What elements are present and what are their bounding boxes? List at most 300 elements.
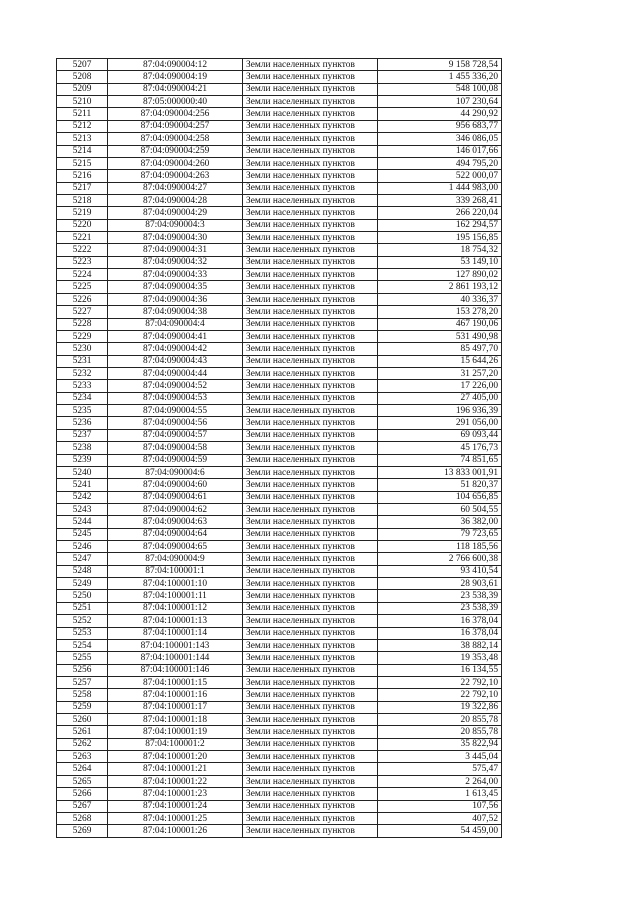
- land-category-cell: Земли населенных пунктов: [243, 232, 378, 244]
- cadastral-value-cell: 162 294,57: [378, 219, 502, 231]
- cadastral-value-cell: 127 890,02: [378, 269, 502, 281]
- cadastral-number-cell: 87:04:090004:259: [108, 145, 243, 157]
- table-row: [57, 133, 502, 145]
- cadastral-number-cell: 87:04:090004:59: [108, 454, 243, 466]
- cadastral-number-cell: 87:04:090004:29: [108, 207, 243, 219]
- cadastral-value-cell: 23 538,39: [378, 602, 502, 614]
- land-category-cell: Земли населенных пунктов: [243, 343, 378, 355]
- cadastral-value-cell: 19 353,48: [378, 652, 502, 664]
- land-category-cell: Земли населенных пунктов: [243, 182, 378, 194]
- table-row: [57, 664, 502, 676]
- land-category-cell: Земли населенных пунктов: [243, 738, 378, 750]
- row-number-cell: 5225: [57, 281, 108, 293]
- table-row: [57, 528, 502, 540]
- land-category-cell: Земли населенных пунктов: [243, 59, 378, 71]
- cadastral-value-cell: 107,56: [378, 800, 502, 812]
- cadastral-number-cell: 87:04:090004:263: [108, 170, 243, 182]
- row-number-cell: 5210: [57, 96, 108, 108]
- cadastral-number-cell: 87:04:090004:6: [108, 466, 243, 478]
- cadastral-number-cell: 87:04:090004:61: [108, 491, 243, 503]
- land-category-cell: Земли населенных пунктов: [243, 812, 378, 824]
- table-row: [57, 701, 502, 713]
- row-number-cell: 5258: [57, 689, 108, 701]
- land-category-cell: Земли населенных пунктов: [243, 133, 378, 145]
- row-number-cell: 5235: [57, 405, 108, 417]
- row-number-cell: 5214: [57, 145, 108, 157]
- cadastral-value-cell: 494 795,20: [378, 157, 502, 169]
- table-row: [57, 59, 502, 71]
- land-category-cell: Земли населенных пунктов: [243, 207, 378, 219]
- land-category-cell: Земли населенных пунктов: [243, 330, 378, 342]
- cadastral-number-cell: 87:04:100001:19: [108, 726, 243, 738]
- cadastral-value-cell: 196 936,39: [378, 405, 502, 417]
- cadastral-value-cell: 531 490,98: [378, 330, 502, 342]
- land-category-cell: Земли населенных пунктов: [243, 689, 378, 701]
- row-number-cell: 5256: [57, 664, 108, 676]
- cadastral-value-cell: 54 459,00: [378, 825, 502, 837]
- row-number-cell: 5223: [57, 256, 108, 268]
- row-number-cell: 5257: [57, 676, 108, 688]
- cadastral-value-cell: 20 855,78: [378, 726, 502, 738]
- land-category-cell: Земли населенных пунктов: [243, 194, 378, 206]
- table-row: [57, 108, 502, 120]
- cadastral-value-cell: 35 822,94: [378, 738, 502, 750]
- table-row: [57, 232, 502, 244]
- land-category-cell: Земли населенных пунктов: [243, 466, 378, 478]
- table-row: [57, 219, 502, 231]
- row-number-cell: 5208: [57, 71, 108, 83]
- cadastral-number-cell: 87:04:100001:143: [108, 639, 243, 651]
- land-category-cell: Земли населенных пунктов: [243, 120, 378, 132]
- land-category-cell: Земли населенных пунктов: [243, 380, 378, 392]
- cadastral-number-cell: 87:04:090004:63: [108, 516, 243, 528]
- cadastral-number-cell: 87:04:090004:53: [108, 392, 243, 404]
- cadastral-number-cell: 87:04:100001:23: [108, 788, 243, 800]
- cadastral-number-cell: 87:04:100001:1: [108, 565, 243, 577]
- table-row: [57, 775, 502, 787]
- table-row: [57, 145, 502, 157]
- cadastral-value-cell: 2 264,00: [378, 775, 502, 787]
- table-row: [57, 590, 502, 602]
- row-number-cell: 5247: [57, 553, 108, 565]
- cadastral-value-cell: 23 538,39: [378, 590, 502, 602]
- land-category-cell: Земли населенных пунктов: [243, 491, 378, 503]
- table-row: [57, 244, 502, 256]
- row-number-cell: 5262: [57, 738, 108, 750]
- cadastral-value-cell: 79 723,65: [378, 528, 502, 540]
- table-row: [57, 627, 502, 639]
- cadastral-number-cell: 87:04:100001:10: [108, 578, 243, 590]
- row-number-cell: 5241: [57, 479, 108, 491]
- row-number-cell: 5246: [57, 541, 108, 553]
- cadastral-number-cell: 87:04:090004:21: [108, 83, 243, 95]
- table-row: [57, 380, 502, 392]
- table-row: [57, 429, 502, 441]
- cadastral-number-cell: 87:04:100001:18: [108, 714, 243, 726]
- row-number-cell: 5232: [57, 367, 108, 379]
- row-number-cell: 5250: [57, 590, 108, 602]
- cadastral-value-cell: 1 455 336,20: [378, 71, 502, 83]
- table-row: [57, 330, 502, 342]
- cadastral-value-cell: 22 792,10: [378, 689, 502, 701]
- table-row: [57, 256, 502, 268]
- cadastral-number-cell: 87:04:100001:21: [108, 763, 243, 775]
- table-row: [57, 652, 502, 664]
- cadastral-number-cell: 87:04:100001:26: [108, 825, 243, 837]
- row-number-cell: 5237: [57, 429, 108, 441]
- cadastral-value-cell: 291 056,00: [378, 417, 502, 429]
- cadastral-number-cell: 87:04:090004:52: [108, 380, 243, 392]
- cadastral-number-cell: 87:04:090004:36: [108, 293, 243, 305]
- table-row: [57, 417, 502, 429]
- registry-table-body: [57, 59, 502, 838]
- cadastral-value-cell: 74 851,65: [378, 454, 502, 466]
- cadastral-value-cell: 44 290,92: [378, 108, 502, 120]
- cadastral-number-cell: 87:04:090004:3: [108, 219, 243, 231]
- land-category-cell: Земли населенных пунктов: [243, 417, 378, 429]
- cadastral-number-cell: 87:04:090004:62: [108, 503, 243, 515]
- cadastral-number-cell: 87:04:090004:257: [108, 120, 243, 132]
- cadastral-number-cell: 87:04:090004:19: [108, 71, 243, 83]
- cadastral-number-cell: 87:04:090004:60: [108, 479, 243, 491]
- cadastral-value-cell: 1 444 983,00: [378, 182, 502, 194]
- table-row: [57, 516, 502, 528]
- land-category-cell: Земли населенных пунктов: [243, 639, 378, 651]
- land-category-cell: Земли населенных пунктов: [243, 553, 378, 565]
- cadastral-number-cell: 87:04:090004:258: [108, 133, 243, 145]
- table-row: [57, 689, 502, 701]
- cadastral-number-cell: 87:04:100001:144: [108, 652, 243, 664]
- cadastral-number-cell: 87:04:090004:56: [108, 417, 243, 429]
- land-category-cell: Земли населенных пунктов: [243, 145, 378, 157]
- cadastral-value-cell: 16 378,04: [378, 615, 502, 627]
- table-row: [57, 788, 502, 800]
- cadastral-number-cell: 87:04:090004:55: [108, 405, 243, 417]
- row-number-cell: 5244: [57, 516, 108, 528]
- row-number-cell: 5266: [57, 788, 108, 800]
- land-category-cell: Земли населенных пунктов: [243, 108, 378, 120]
- row-number-cell: 5209: [57, 83, 108, 95]
- cadastral-number-cell: 87:04:090004:35: [108, 281, 243, 293]
- land-category-cell: Земли населенных пунктов: [243, 615, 378, 627]
- land-category-cell: Земли населенных пунктов: [243, 96, 378, 108]
- table-row: [57, 343, 502, 355]
- land-category-cell: Земли населенных пунктов: [243, 503, 378, 515]
- cadastral-value-cell: 22 792,10: [378, 676, 502, 688]
- land-category-cell: Земли населенных пунктов: [243, 306, 378, 318]
- land-category-cell: Земли населенных пунктов: [243, 367, 378, 379]
- cadastral-value-cell: 69 093,44: [378, 429, 502, 441]
- row-number-cell: 5222: [57, 244, 108, 256]
- cadastral-number-cell: 87:04:100001:22: [108, 775, 243, 787]
- cadastral-number-cell: 87:04:090004:42: [108, 343, 243, 355]
- cadastral-value-cell: 266 220,04: [378, 207, 502, 219]
- table-row: [57, 281, 502, 293]
- cadastral-number-cell: 87:04:090004:33: [108, 269, 243, 281]
- cadastral-number-cell: 87:05:000000:40: [108, 96, 243, 108]
- table-row: [57, 170, 502, 182]
- table-row: [57, 207, 502, 219]
- cadastral-value-cell: 104 656,85: [378, 491, 502, 503]
- row-number-cell: 5220: [57, 219, 108, 231]
- land-category-cell: Земли населенных пунктов: [243, 565, 378, 577]
- land-category-cell: Земли населенных пунктов: [243, 701, 378, 713]
- cadastral-value-cell: 18 754,32: [378, 244, 502, 256]
- land-category-cell: Земли населенных пунктов: [243, 528, 378, 540]
- row-number-cell: 5219: [57, 207, 108, 219]
- cadastral-value-cell: 118 185,56: [378, 541, 502, 553]
- land-category-cell: Земли населенных пунктов: [243, 788, 378, 800]
- land-registry-table: [56, 58, 502, 838]
- table-row: [57, 615, 502, 627]
- table-row: [57, 553, 502, 565]
- row-number-cell: 5243: [57, 503, 108, 515]
- row-number-cell: 5221: [57, 232, 108, 244]
- land-category-cell: Земли населенных пунктов: [243, 763, 378, 775]
- cadastral-number-cell: 87:04:100001:16: [108, 689, 243, 701]
- row-number-cell: 5213: [57, 133, 108, 145]
- land-category-cell: Земли населенных пунктов: [243, 157, 378, 169]
- table-row: [57, 157, 502, 169]
- row-number-cell: 5259: [57, 701, 108, 713]
- row-number-cell: 5248: [57, 565, 108, 577]
- land-category-cell: Земли населенных пунктов: [243, 454, 378, 466]
- table-row: [57, 442, 502, 454]
- land-category-cell: Земли населенных пунктов: [243, 281, 378, 293]
- row-number-cell: 5240: [57, 466, 108, 478]
- cadastral-number-cell: 87:04:090004:256: [108, 108, 243, 120]
- table-row: [57, 491, 502, 503]
- land-category-cell: Земли населенных пунктов: [243, 775, 378, 787]
- cadastral-value-cell: 53 149,10: [378, 256, 502, 268]
- cadastral-number-cell: 87:04:090004:12: [108, 59, 243, 71]
- row-number-cell: 5238: [57, 442, 108, 454]
- cadastral-value-cell: 575,47: [378, 763, 502, 775]
- table-row: [57, 503, 502, 515]
- row-number-cell: 5226: [57, 293, 108, 305]
- cadastral-value-cell: 36 382,00: [378, 516, 502, 528]
- cadastral-number-cell: 87:04:090004:27: [108, 182, 243, 194]
- land-category-cell: Земли населенных пунктов: [243, 269, 378, 281]
- land-category-cell: Земли населенных пунктов: [243, 479, 378, 491]
- row-number-cell: 5229: [57, 330, 108, 342]
- table-row: [57, 676, 502, 688]
- cadastral-value-cell: 2 766 600,38: [378, 553, 502, 565]
- table-row: [57, 578, 502, 590]
- land-category-cell: Земли населенных пунктов: [243, 83, 378, 95]
- cadastral-number-cell: 87:04:090004:32: [108, 256, 243, 268]
- table-row: [57, 602, 502, 614]
- cadastral-number-cell: 87:04:090004:9: [108, 553, 243, 565]
- cadastral-value-cell: 20 855,78: [378, 714, 502, 726]
- land-category-cell: Земли населенных пунктов: [243, 751, 378, 763]
- table-row: [57, 454, 502, 466]
- table-row: [57, 318, 502, 330]
- cadastral-number-cell: 87:04:100001:17: [108, 701, 243, 713]
- cadastral-value-cell: 93 410,54: [378, 565, 502, 577]
- table-row: [57, 466, 502, 478]
- cadastral-number-cell: 87:04:090004:28: [108, 194, 243, 206]
- row-number-cell: 5255: [57, 652, 108, 664]
- land-category-cell: Земли населенных пунктов: [243, 244, 378, 256]
- cadastral-value-cell: 40 336,37: [378, 293, 502, 305]
- cadastral-value-cell: 153 278,20: [378, 306, 502, 318]
- table-row: [57, 812, 502, 824]
- row-number-cell: 5260: [57, 714, 108, 726]
- cadastral-number-cell: 87:04:100001:15: [108, 676, 243, 688]
- cadastral-number-cell: 87:04:090004:4: [108, 318, 243, 330]
- row-number-cell: 5227: [57, 306, 108, 318]
- cadastral-value-cell: 60 504,55: [378, 503, 502, 515]
- table-row: [57, 71, 502, 83]
- table-row: [57, 306, 502, 318]
- cadastral-number-cell: 87:04:090004:41: [108, 330, 243, 342]
- row-number-cell: 5254: [57, 639, 108, 651]
- table-row: [57, 738, 502, 750]
- land-category-cell: Земли населенных пунктов: [243, 602, 378, 614]
- row-number-cell: 5207: [57, 59, 108, 71]
- row-number-cell: 5216: [57, 170, 108, 182]
- cadastral-value-cell: 146 017,66: [378, 145, 502, 157]
- cadastral-value-cell: 548 100,08: [378, 83, 502, 95]
- table-row: [57, 392, 502, 404]
- table-row: [57, 751, 502, 763]
- land-category-cell: Земли населенных пунктов: [243, 442, 378, 454]
- land-category-cell: Земли населенных пунктов: [243, 355, 378, 367]
- cadastral-number-cell: 87:04:100001:20: [108, 751, 243, 763]
- land-category-cell: Земли населенных пунктов: [243, 676, 378, 688]
- land-category-cell: Земли населенных пунктов: [243, 405, 378, 417]
- row-number-cell: 5217: [57, 182, 108, 194]
- table-row: [57, 96, 502, 108]
- row-number-cell: 5234: [57, 392, 108, 404]
- table-row: [57, 639, 502, 651]
- cadastral-number-cell: 87:04:100001:146: [108, 664, 243, 676]
- row-number-cell: 5265: [57, 775, 108, 787]
- land-category-cell: Земли населенных пунктов: [243, 256, 378, 268]
- table-row: [57, 565, 502, 577]
- cadastral-value-cell: 3 445,04: [378, 751, 502, 763]
- land-category-cell: Земли населенных пунктов: [243, 714, 378, 726]
- land-category-cell: Земли населенных пунктов: [243, 825, 378, 837]
- table-row: [57, 182, 502, 194]
- cadastral-value-cell: 28 903,61: [378, 578, 502, 590]
- land-category-cell: Земли населенных пунктов: [243, 627, 378, 639]
- row-number-cell: 5269: [57, 825, 108, 837]
- cadastral-number-cell: 87:04:090004:58: [108, 442, 243, 454]
- table-row: [57, 293, 502, 305]
- cadastral-value-cell: 195 156,85: [378, 232, 502, 244]
- cadastral-number-cell: 87:04:090004:64: [108, 528, 243, 540]
- row-number-cell: 5245: [57, 528, 108, 540]
- table-row: [57, 120, 502, 132]
- table-row: [57, 367, 502, 379]
- table-row: [57, 269, 502, 281]
- cadastral-value-cell: 407,52: [378, 812, 502, 824]
- cadastral-value-cell: 107 230,64: [378, 96, 502, 108]
- cadastral-number-cell: 87:04:090004:31: [108, 244, 243, 256]
- land-category-cell: Земли населенных пунктов: [243, 664, 378, 676]
- row-number-cell: 5215: [57, 157, 108, 169]
- row-number-cell: 5267: [57, 800, 108, 812]
- cadastral-value-cell: 85 497,70: [378, 343, 502, 355]
- land-category-cell: Земли населенных пунктов: [243, 219, 378, 231]
- land-category-cell: Земли населенных пунктов: [243, 652, 378, 664]
- row-number-cell: 5252: [57, 615, 108, 627]
- cadastral-number-cell: 87:04:090004:30: [108, 232, 243, 244]
- land-category-cell: Земли населенных пунктов: [243, 516, 378, 528]
- land-category-cell: Земли населенных пунктов: [243, 392, 378, 404]
- land-category-cell: Земли населенных пунктов: [243, 541, 378, 553]
- land-category-cell: Земли населенных пунктов: [243, 800, 378, 812]
- row-number-cell: 5264: [57, 763, 108, 775]
- row-number-cell: 5231: [57, 355, 108, 367]
- table-row: [57, 405, 502, 417]
- cadastral-number-cell: 87:04:090004:44: [108, 367, 243, 379]
- land-category-cell: Земли населенных пунктов: [243, 293, 378, 305]
- cadastral-number-cell: 87:04:090004:65: [108, 541, 243, 553]
- row-number-cell: 5261: [57, 726, 108, 738]
- row-number-cell: 5224: [57, 269, 108, 281]
- cadastral-number-cell: 87:04:090004:57: [108, 429, 243, 441]
- land-category-cell: Земли населенных пунктов: [243, 429, 378, 441]
- table-row: [57, 714, 502, 726]
- cadastral-number-cell: 87:04:100001:25: [108, 812, 243, 824]
- table-row: [57, 83, 502, 95]
- row-number-cell: 5249: [57, 578, 108, 590]
- table-row: [57, 541, 502, 553]
- table-row: [57, 825, 502, 837]
- table-row: [57, 763, 502, 775]
- cadastral-number-cell: 87:04:100001:13: [108, 615, 243, 627]
- land-category-cell: Земли населенных пунктов: [243, 170, 378, 182]
- cadastral-number-cell: 87:04:100001:2: [108, 738, 243, 750]
- land-category-cell: Земли населенных пунктов: [243, 590, 378, 602]
- land-category-cell: Земли населенных пунктов: [243, 578, 378, 590]
- cadastral-value-cell: 1 613,45: [378, 788, 502, 800]
- cadastral-value-cell: 45 176,73: [378, 442, 502, 454]
- row-number-cell: 5242: [57, 491, 108, 503]
- row-number-cell: 5211: [57, 108, 108, 120]
- land-category-cell: Земли населенных пунктов: [243, 318, 378, 330]
- cadastral-value-cell: 16 134,55: [378, 664, 502, 676]
- table-row: [57, 479, 502, 491]
- row-number-cell: 5230: [57, 343, 108, 355]
- cadastral-value-cell: 51 820,37: [378, 479, 502, 491]
- cadastral-value-cell: 956 683,77: [378, 120, 502, 132]
- table-row: [57, 800, 502, 812]
- cadastral-number-cell: 87:04:100001:12: [108, 602, 243, 614]
- cadastral-number-cell: 87:04:090004:43: [108, 355, 243, 367]
- row-number-cell: 5263: [57, 751, 108, 763]
- cadastral-value-cell: 346 086,05: [378, 133, 502, 145]
- cadastral-value-cell: 31 257,20: [378, 367, 502, 379]
- table-row: [57, 355, 502, 367]
- row-number-cell: 5218: [57, 194, 108, 206]
- cadastral-value-cell: 339 268,41: [378, 194, 502, 206]
- land-category-cell: Земли населенных пунктов: [243, 71, 378, 83]
- land-category-cell: Земли населенных пунктов: [243, 726, 378, 738]
- row-number-cell: 5212: [57, 120, 108, 132]
- cadastral-number-cell: 87:04:090004:260: [108, 157, 243, 169]
- cadastral-number-cell: 87:04:100001:14: [108, 627, 243, 639]
- table-row: [57, 726, 502, 738]
- table-row: [57, 194, 502, 206]
- cadastral-value-cell: 17 226,00: [378, 380, 502, 392]
- cadastral-value-cell: 16 378,04: [378, 627, 502, 639]
- cadastral-value-cell: 38 882,14: [378, 639, 502, 651]
- cadastral-value-cell: 522 000,07: [378, 170, 502, 182]
